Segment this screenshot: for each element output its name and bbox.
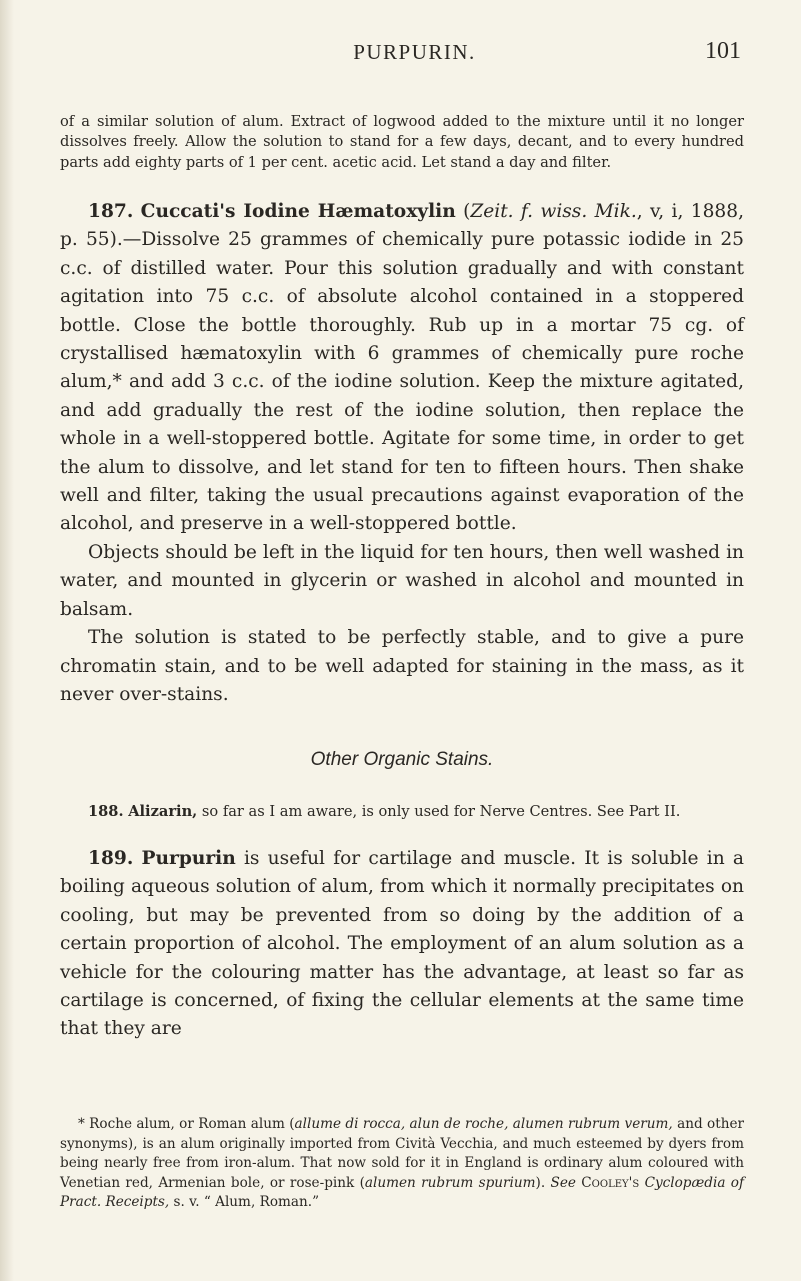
section-188-text: so far as I am aware, is only used for Nerve Centres. See Part II.: [197, 803, 681, 820]
running-title: PURPURIN.: [353, 40, 476, 64]
section-187-text: Dissolve 25 grammes of chemically pure potassic iodide in 25 c.c. of distilled water. Pour this solution gradually and with constant agitation into 75 c.c. of absolute alcohol contained in a stoppered bottle. Close the bottle thoroughly. Rub up in a mortar 75 cg. of crystallised hæmatoxylin with 6 grammes of chemically pure roche alum,* and add 3 c.c. of the iodine solution. Keep the mixture agitated, and add gradually the rest of the iodine solution, then replace the whole in a well-stoppered bottle. Agitate for some time, in order to get the alum to dissolve, and let stand for ten to fifteen hours. Then shake well and filter, taking the usual precautions against evaporation of the alcohol, and preserve in a well-stoppered bottle.: [60, 229, 744, 535]
footnote-text-6: s. v. “ Alum, Roman.”: [169, 1194, 320, 1211]
subheading: Other Organic Stains.: [310, 749, 494, 770]
section-189: [60, 845, 744, 1044]
section-187-number: 187.: [88, 201, 134, 222]
footnote-text-1: Roche alum, or Roman alum (: [84, 1116, 295, 1132]
footnote-italic-3: See: [550, 1174, 576, 1191]
footnote-block: [60, 1115, 744, 1213]
section-189-paragraph: [60, 845, 744, 1044]
section-187-paragraph-2: Objects should be left in the liquid for ten hours, then well washed in water, and mounted in glycerin or washed in alcohol and mounted in balsam.: [60, 541, 744, 620]
footnote-author: Cooley's: [581, 1174, 640, 1191]
section-189-text: is useful for cartilage and muscle. It is soluble in a boiling aqueous solution of alum, from which it normally precipitates on cooling, but may be prevented from so doing by the addition of a certain proportion of alcohol. The employment of an alum solution as a vehicle for the colouring matter has the advantage, at least so far as cartilage is concerned, of fixing the cellular elements at the same time that they are: [60, 848, 744, 1040]
section-188: [60, 802, 744, 822]
section-188-number: 188.: [88, 803, 124, 820]
intro-block: [60, 112, 744, 173]
subheading-block: [60, 749, 744, 771]
section-187: [60, 198, 744, 709]
intro-paragraph: of a similar solution of alum. Extract of logwood added to the mixture until it no longer dissolves freely. Allow the solution to stand for a few days, decant, and to every hundred parts add eighty parts of 1 per cent. acetic acid. Let stand a day and filter.: [60, 113, 744, 171]
footnote-italic-1: allume di rocca, alun de roche, alumen rubrum verum,: [294, 1116, 673, 1132]
section-188-paragraph: [60, 802, 744, 822]
footnote-italic-4: Cyclopædia of Pract. Receipts,: [60, 1174, 744, 1211]
running-head: [88, 40, 741, 70]
section-187-paragraph: [60, 198, 744, 539]
footnote-italic-2: alumen rubrum spurium: [364, 1174, 536, 1191]
section-189-number: 189.: [88, 848, 134, 869]
section-188-title: Alizarin,: [128, 803, 198, 820]
citation-journal: Zeit. f. wiss. Mik.: [470, 201, 637, 222]
section-189-title: Purpurin: [141, 848, 236, 869]
page-number: 101: [705, 38, 741, 64]
footnote-mark: *: [78, 1116, 85, 1132]
footnote-text-2: and other synonyms), is an alum originally imported from Cività Vecchia, and much esteemed by dyers from being nearly free from iron-alum. That now sold for it in England is ordinary alum coloured with Venetian red, Armenian bole, or rose-pink (: [60, 1116, 744, 1191]
citation-open: (: [463, 201, 471, 222]
footnote-text-3: ).: [535, 1174, 551, 1191]
section-187-paragraph-3: The solution is stated to be perfectly stable, and to give a pure chromatin stain, and to be well adapted for staining in the mass, as it never over-stains.: [60, 627, 744, 705]
footnote: [60, 1115, 744, 1213]
section-187-title: Cuccati's Iodine Hæmatoxylin: [140, 201, 456, 222]
page-gutter-shadow: [0, 0, 14, 1281]
citation-rest: , v, i, 1888, p. 55).—: [60, 201, 744, 251]
